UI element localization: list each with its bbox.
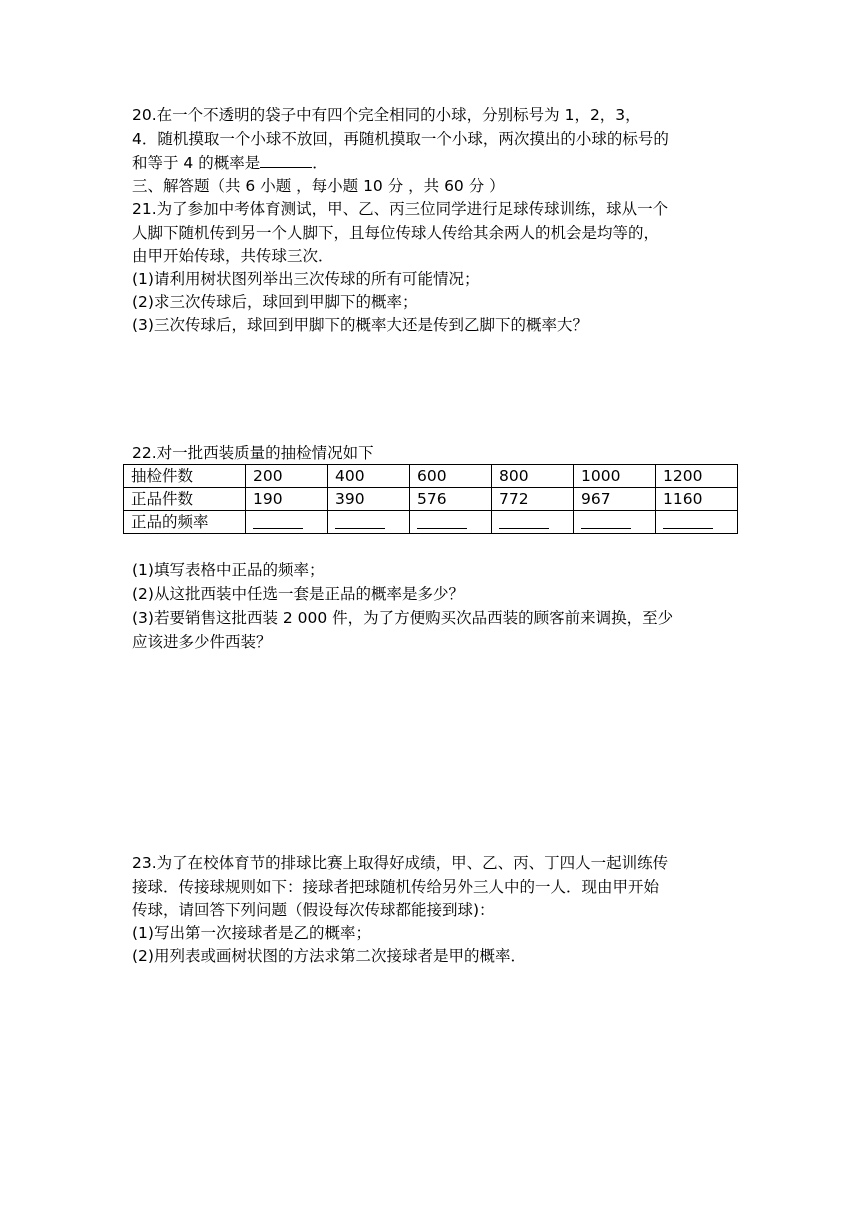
q20-line-3 [132,151,328,175]
q23-sub-1: (1)写出第一次接球者是乙的概率； [132,924,371,942]
q21-sub-3: (3)三次传球后，球回到甲脚下的概率大还是传到乙脚下的概率大？ [132,316,588,334]
sampled-cell: 400 [328,465,410,488]
q21-sub-1: (1)请利用树状图列举出三次传球的所有可能情况； [132,270,480,288]
frequency-blank-cell [574,511,656,534]
q20-line-1: 20.在一个不透明的袋子中有四个完全相同的小球，分别标号为 1，2，3， [132,106,641,124]
frequency-blank-cell [328,511,410,534]
q23-line-2: 接球．传接球规则如下：接球者把球随机传给另外三人中的一人．现由甲开始 [132,878,660,896]
q22-sub-1: (1)填写表格中正品的频率； [132,561,325,579]
q22-sub-3-line-1: (3)若要销售这批西装 2 000 件，为了方便购买次品西装的顾客前来调换，至少 [132,609,674,627]
q22-sub-2: (2)从这批西装中任选一套是正品的概率是多少？ [132,585,464,603]
frequency-blank-cell [656,511,738,534]
good-cell: 390 [328,488,410,511]
sampled-cell: 1000 [574,465,656,488]
q23-sub-2: (2)用列表或画树状图的方法求第二次接球者是甲的概率． [132,947,526,965]
q20-line-2: 4．随机摸取一个小球不放回，再随机摸取一个小球，两次摸出的小球的标号的 [132,130,669,148]
frequency-blank [499,513,549,529]
good-cell: 190 [246,488,328,511]
q21-line-2: 人脚下随机传到另一个人脚下，且每位传球人传给其余两人的机会是均等的， [132,224,660,242]
good-cell: 576 [410,488,492,511]
row-label-frequency: 正品的频率 [124,511,246,534]
table-row-good [124,488,738,511]
q21-sub-2: (2)求三次传球后，球回到甲脚下的概率； [132,293,418,311]
sampled-cell: 800 [492,465,574,488]
q20-line-3-prefix: 和等于 4 的概率是 [132,154,261,172]
frequency-blank [663,513,713,529]
frequency-blank-cell [410,511,492,534]
table-row-frequency [124,511,738,534]
frequency-blank [253,513,303,529]
good-cell: 1160 [656,488,738,511]
q22-intro: 22.对一批西装质量的抽检情况如下 [132,444,374,462]
frequency-blank [581,513,631,529]
q20-line-3-suffix: ． [312,154,328,172]
row-label-sampled: 抽检件数 [124,465,246,488]
section-3-heading: 三、解答题（共 6 小题 ，每小题 10 分 ，共 60 分 ） [132,177,505,195]
good-cell: 967 [574,488,656,511]
table-row-sampled [124,465,738,488]
q22-sub-3-line-2: 应该进多少件西装？ [132,633,272,651]
frequency-blank-cell [492,511,574,534]
good-cell: 772 [492,488,574,511]
sampled-cell: 600 [410,465,492,488]
sampled-cell: 1200 [656,465,738,488]
q23-line-3: 传球，请回答下列问题（假设每次传球都能接到球)： [132,901,495,919]
q23-line-1: 23.为了在校体育节的排球比赛上取得好成绩，甲、乙、丙、丁四人一起训练传 [132,854,669,872]
q20-answer-blank [260,153,312,168]
q21-line-3: 由甲开始传球，共传球三次． [132,247,334,265]
q21-line-1: 21.为了参加中考体育测试，甲、乙、丙三位同学进行足球传球训练，球从一个 [132,200,669,218]
frequency-blank [335,513,385,529]
frequency-blank [417,513,467,529]
frequency-blank-cell [246,511,328,534]
sampled-cell: 200 [246,465,328,488]
row-label-good: 正品件数 [124,488,246,511]
quality-table [123,464,738,534]
